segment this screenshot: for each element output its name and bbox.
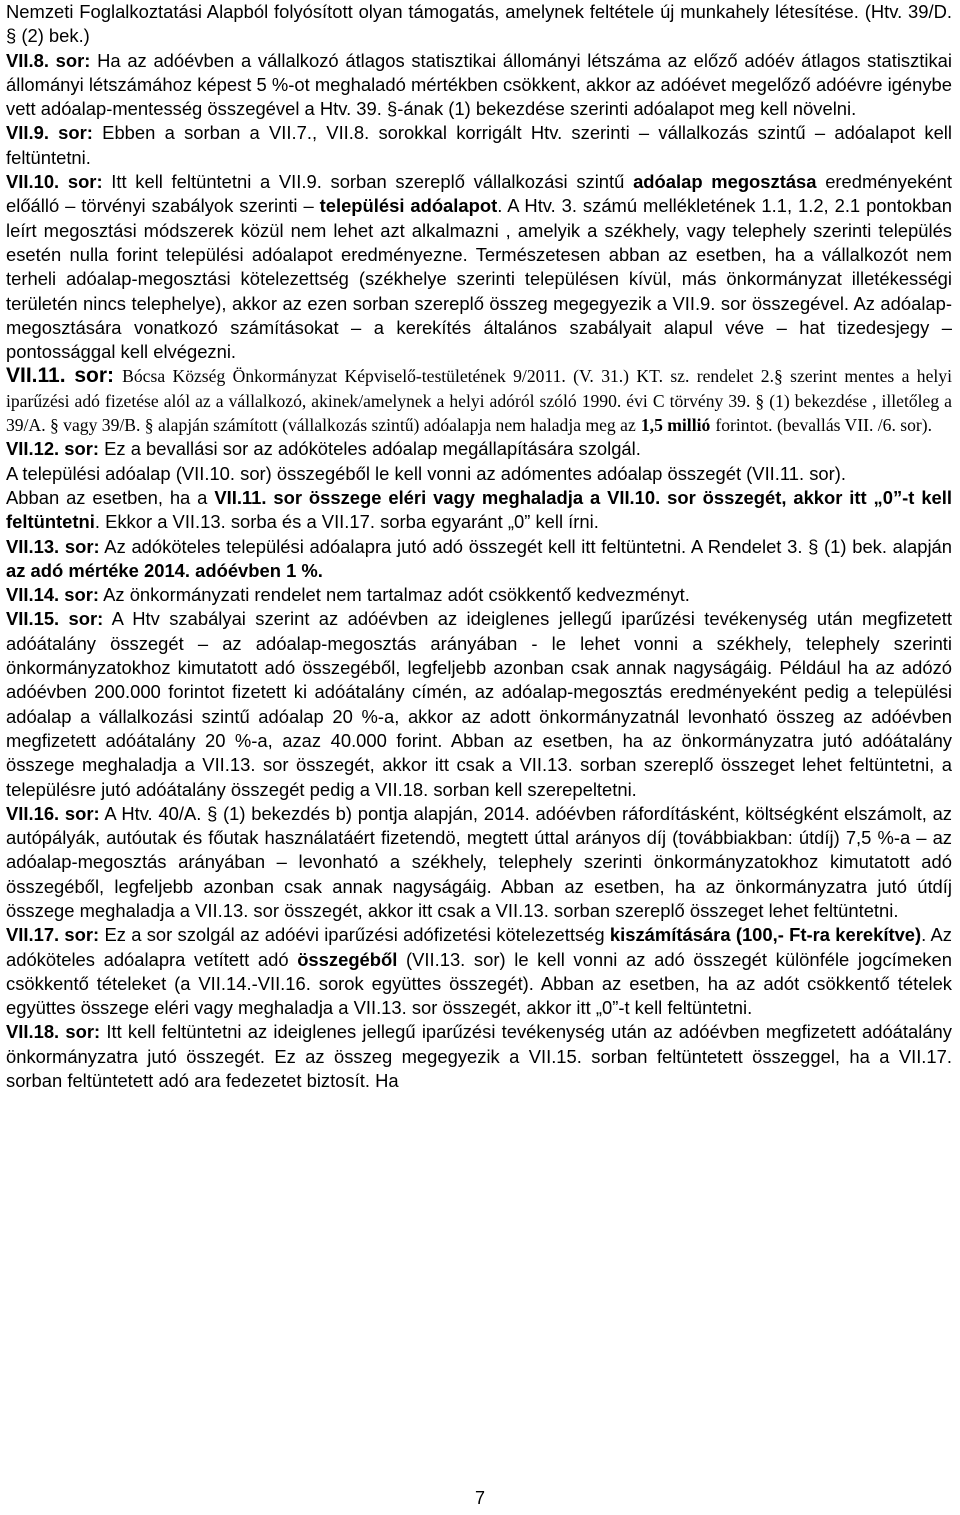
emphasis-text: az adó mértéke 2014. adóévben 1 %. — [6, 559, 323, 581]
emphasis-text: települési adóalapot — [319, 195, 498, 217]
paragraph-text: forintot. (bevallás VII. /6. sor). — [715, 415, 933, 436]
row-label: VII.18. sor: — [6, 1021, 101, 1043]
row-label: VII.14. sor: — [6, 584, 100, 606]
paragraph-1 — [6, 0, 952, 49]
emphasis-text: kiszámítására (100,- Ft-ra kerekítve) — [609, 924, 922, 946]
row-label: VII.15. sor: — [6, 608, 104, 630]
paragraph-text: Az adóköteles települési adóalapra jutó adó összegét kell itt feltüntetni. A Rendelet 3. § (1) bek. alapján — [104, 535, 952, 557]
paragraph-text: A Htv szabályai szerint az adóévben az ideiglenes jellegű iparűzési tevékenység után megfizetett adóátalány összegét – az adóalap-megosztás arányában - le lehet vonni a székhely, telephely szerinti önkormányzatokhoz kimutatott adó összegéből, legfeljebb azonban csak annak nagyságáig. Például ha az adózó adóévben 200.000 forintot fizetett ki adóátalány címén, az adóalap-megosztás eredményeként pedig a települési adóalap a vállalkozási szintű adóalap 20 %-a, akkor az adott önkormányzatnál levonható összeg az adóévben megfizetett adóátalány 20 %-a, azaz 40.000 forint. Abban az esetben, ha az önkormányzatra jutó adóátalány összege meghaladja a VII.13. sor összegét, akkor itt csak a VII.13. sorban szereplő összeget lehet feltüntetni, a településre jutó adóátalány összegét pedig a VII.18. sorban kell szerepeltetni. — [6, 608, 952, 800]
paragraph-text: Itt kell feltüntetni az ideiglenes jellegű iparűzési tevékenység után az adóévben megfizetett adóátalány önkormányzatra jutó összegét. Ez az összeg megegyezik a VII.15. sorban feltüntetett összeggel, ha a VII.17. sorban feltüntetett adó ara fedezetet biztosít. Ha — [6, 1021, 952, 1092]
paragraph-row-10 — [6, 170, 952, 364]
emphasis-text: összegéből — [297, 948, 398, 970]
paragraph-row-8 — [6, 49, 952, 122]
emphasis-text: 1,5 millió — [640, 415, 711, 436]
paragraph-text: (VII.13. sor) le kell vonni az adó összegét különféle jogcímeken csökkentő tételeket (a VII.14.-VII.16. sorok együttes összegét). Abban az esetben, ha az adót csökkentő tételek együttes összege eléri vagy meghaladja a VII.13. sor összegét, akkor itt „0”-t kell feltüntetni. — [6, 948, 952, 1019]
paragraph-text: Nemzeti Foglalkoztatási Alapból folyósított olyan támogatás, amelynek feltétele új munkahely létesítése. (Htv. 39/D. § (2) bek.) — [6, 1, 952, 47]
paragraph-text: Ha az adóévben a vállalkozó átlagos statisztikai állományi létszáma az előző adóév átlagos statisztikai állományi létszámához képest 5 %-ot meghaladó mértékben csökkent, akkor az adóévet megelőző adóévre igénybe vett adóalap-mentesség összegével a Htv. 39. §-ának (1) bekezdése szerinti adóalapot meg kell növelni. — [6, 49, 952, 120]
paragraph-row-11 — [6, 364, 952, 437]
paragraph-row-9 — [6, 121, 952, 170]
row-label: VII.8. sor: — [6, 49, 91, 71]
paragraph-row-13 — [6, 535, 952, 584]
paragraph-zero-rule — [6, 486, 952, 535]
page-number: 7 — [474, 1488, 485, 1508]
paragraph-text: A települési adóalap (VII.10. sor) összegéből le kell vonni az adómentes adóalap összegét (VII.11. sor). — [6, 462, 846, 484]
paragraph-text: Az önkormányzati rendelet nem tartalmaz adót csökkentő kedvezményt. — [103, 584, 690, 606]
paragraph-text: A Htv. 40/A. § (1) bekezdés b) pontja alapján, 2014. adóévben ráfordításként, költségként elszámolt, az autópályák, autóutak és főutak használatáért fizetendö, megtett úttal arányos díj (továbbiakban: útdíj) 7,5 %-a – az adóalap-megosztás arányában – levonható a székhely, telephely szerinti önkormányzatokhoz kimutatott adó összegéből, legfeljebb azonban csak annak nagyságáig. Abban az esetben, ha az önkormányzatra jutó útdíj összege meghaladja a VII.13. sor összegét, akkor itt csak a VII.13. sorban szereplő összeget lehet feltüntetni. — [6, 802, 952, 921]
row-label: VII.17. sor: — [6, 924, 100, 946]
row-label: VII.16. sor: — [6, 802, 100, 824]
paragraph-text: Bócsa Község Önkormányzat Képviselő-testületének 9/2011. (V. 31.) KT. sz. rendelet 2.§ szerint mentes a helyi iparűzési adó fizetése alól az a vállalkozó, akinek/amelynek a helyi adóról szóló 1990. évi C törvény 39. § (1) bekezdése , illetőleg a 39/A. § vagy 39/B. § alapján számított (vállalkozás szintű) adóalapja nem haladja meg az — [6, 366, 952, 436]
row-label: VII.10. sor: — [6, 171, 103, 193]
paragraph-text: . Az adóköteles adóalapra vetített adó — [6, 924, 952, 970]
paragraph-row-18 — [6, 1020, 952, 1093]
emphasis-text: adóalap megosztása — [633, 171, 817, 193]
paragraph-adoalap — [6, 462, 952, 486]
paragraph-text: Ez a sor szolgál az adóévi iparűzési adófizetési kötelezettség — [104, 924, 605, 946]
paragraph-row-12 — [6, 437, 952, 461]
paragraph-text: . Ekkor a VII.13. sorba és a VII.17. sorba egyaránt „0” kell írni. — [94, 511, 599, 533]
paragraph-row-14 — [6, 583, 952, 607]
paragraph-row-17 — [6, 923, 952, 1020]
row-label: VII.13. sor: — [6, 535, 100, 557]
paragraph-text: eredményeként előálló – törvényi szabályok szerinti – — [6, 171, 952, 217]
row-label: VII.9. sor: — [6, 122, 93, 144]
paragraph-text: Abban az esetben, ha a — [6, 486, 208, 508]
paragraph-row-15 — [6, 607, 952, 801]
paragraph-text: Ebben a sorban a VII.7., VII.8. sorokkal korrigált Htv. szerinti – vállalkozás szintű – adóalapot kell feltüntetni. — [6, 122, 952, 168]
paragraph-text: Itt kell feltüntetni a VII.9. sorban szereplő vállalkozási szintű — [111, 171, 625, 193]
row-label: VII.12. sor: — [6, 438, 100, 460]
paragraph-text: . A Htv. 3. számú mellékletének 1.1, 1.2, 2.1 pontokban leírt megosztási módszerek közül nem lehet azt alkalmazni , amelyik a székhely, vagy telephely szerinti település esetén nulla forint települési adóalapot eredményezne. Természetesen abban az esetben, ha a vállalkozót nem terheli adóalap-megosztási kötelezettség (székhelye szerinti településen kívül, más önkormányzat illetékességi területén nincs telephelye), akkor az ezen sorban szereplő összeg megegyezik a VII.9. sor összegével. Az adóalap-megosztására vonatkozó számításokat – a kerekítés általános szabályait alapul véve – hat tizedesjegy – pontossággal kell elvégezni. — [6, 195, 952, 363]
row-label: VII.11. sor: — [6, 364, 115, 388]
paragraph-row-16 — [6, 802, 952, 923]
emphasis-text: VII.11. sor összege eléri vagy meghaladja a VII.10. sor összegét, akkor itt „0”-t kell feltüntetni — [6, 486, 952, 533]
paragraph-text: Ez a bevallási sor az adóköteles adóalap megállapítására szolgál. — [104, 438, 641, 460]
document-page — [6, 0, 952, 1093]
